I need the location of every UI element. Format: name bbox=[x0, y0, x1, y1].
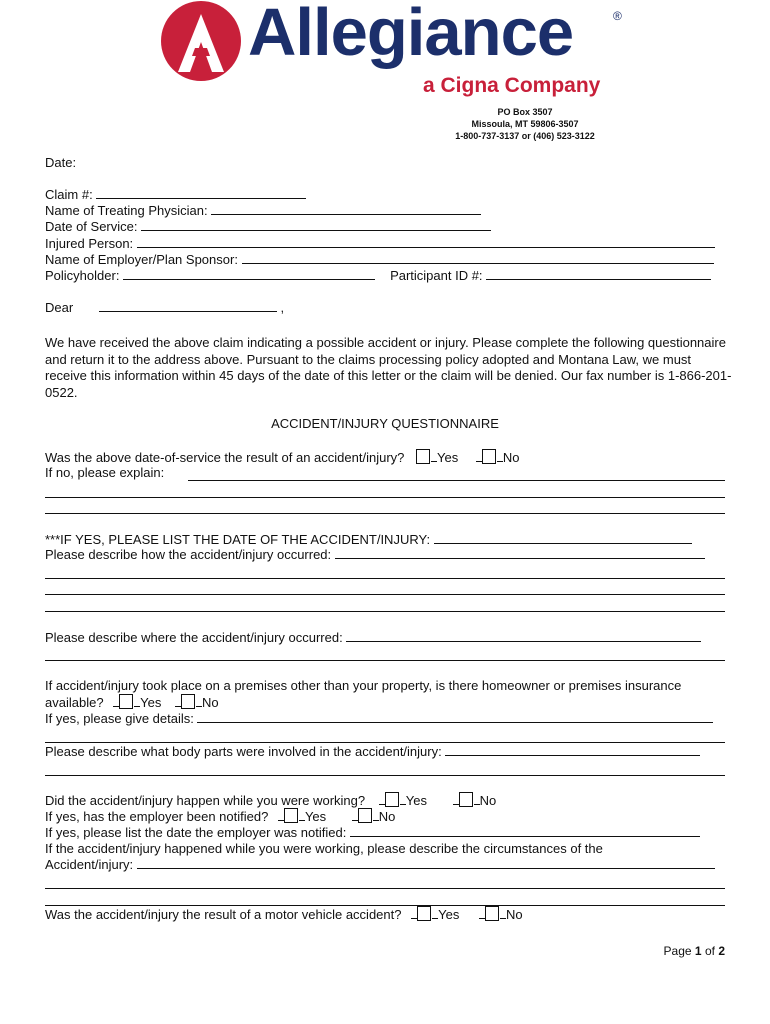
address-line-2: Missoula, MT 59806-3507 bbox=[471, 119, 579, 129]
q1-explain-label: If no, please explain: bbox=[45, 465, 165, 480]
registered-mark: ® bbox=[613, 9, 622, 23]
injured-field[interactable] bbox=[137, 236, 715, 248]
dear-field[interactable] bbox=[99, 300, 277, 312]
logo-tagline: a Cigna Company bbox=[423, 74, 601, 97]
q8-label: Was the accident/injury the result of a motor vehicle accident? bbox=[45, 907, 402, 922]
address-line-3: 1-800-737-3137 or (406) 523-3122 bbox=[455, 131, 595, 141]
q7-circ-line-2[interactable] bbox=[45, 888, 725, 889]
q5-details-field[interactable] bbox=[197, 711, 713, 723]
q4-field[interactable] bbox=[346, 630, 701, 642]
q7-notified-no-checkbox[interactable] bbox=[358, 808, 372, 823]
q3-line-4[interactable] bbox=[45, 611, 725, 612]
allegiance-a-icon bbox=[158, 0, 244, 82]
policyholder-field[interactable] bbox=[123, 268, 375, 280]
allegiance-logo bbox=[158, 0, 630, 100]
q7-yes-label: Yes bbox=[405, 793, 427, 808]
q8-yes-label: Yes bbox=[438, 907, 460, 922]
dear-label: Dear bbox=[45, 300, 74, 315]
physician-field[interactable] bbox=[211, 203, 481, 215]
q1-yes-checkbox[interactable] bbox=[416, 449, 430, 464]
q1-explain-field[interactable] bbox=[188, 480, 725, 481]
q1-explain-line-2[interactable] bbox=[45, 497, 725, 498]
q2-date-field[interactable] bbox=[434, 532, 692, 544]
participant-field[interactable] bbox=[486, 268, 711, 280]
dear-comma: , bbox=[280, 300, 285, 315]
page-current: 1 bbox=[694, 944, 702, 958]
date-label: Date: bbox=[45, 155, 77, 170]
q3-line-2[interactable] bbox=[45, 578, 725, 579]
page-prefix: Page bbox=[663, 944, 692, 958]
q1-yes-label: Yes bbox=[437, 450, 459, 465]
q7-no-label: No bbox=[479, 793, 497, 808]
q4-line-2[interactable] bbox=[45, 660, 725, 661]
claim-label: Claim #: bbox=[45, 187, 93, 202]
q7-notified-yes-label: Yes bbox=[304, 809, 327, 824]
q3-field[interactable] bbox=[335, 547, 705, 559]
q5-details-line-2[interactable] bbox=[45, 742, 725, 743]
q5-no-checkbox[interactable] bbox=[181, 694, 195, 709]
dos-field[interactable] bbox=[141, 219, 491, 231]
questionnaire-title: ACCIDENT/INJURY QUESTIONNAIRE bbox=[271, 416, 499, 431]
q1-label: Was the above date-of-service the result of an accident/injury? bbox=[45, 450, 405, 465]
q8-no-checkbox[interactable] bbox=[485, 906, 499, 921]
q6-field[interactable] bbox=[445, 744, 700, 756]
page-of: of bbox=[704, 944, 715, 958]
participant-label: Participant ID #: bbox=[390, 268, 483, 283]
physician-label: Name of Treating Physician: bbox=[45, 203, 208, 218]
q5-label: If accident/injury took place on a premises other than your property, is there homeowner or premises insurance bbox=[45, 678, 682, 693]
q5-details-label: If yes, please give details: bbox=[45, 711, 194, 726]
q6-label: Please describe what body parts were involved in the accident/injury: bbox=[45, 744, 442, 759]
q4-label: Please describe where the accident/injury occurred: bbox=[45, 630, 343, 645]
q5-yes-label: Yes bbox=[140, 695, 162, 710]
q5-available-label: available? bbox=[45, 695, 104, 710]
q7-circ-label: If the accident/injury happened while you were working, please describe the circumstances of the bbox=[45, 841, 603, 856]
q7-date-field[interactable] bbox=[350, 825, 700, 837]
q7-label: Did the accident/injury happen while you were working? bbox=[45, 793, 366, 808]
q1-no-label: No bbox=[502, 450, 520, 465]
q7-no-checkbox[interactable] bbox=[459, 792, 473, 807]
page-number bbox=[664, 944, 725, 958]
q7-notified-yes-checkbox[interactable] bbox=[284, 808, 298, 823]
q7-circ-field[interactable] bbox=[137, 857, 715, 869]
q5-yes-checkbox[interactable] bbox=[119, 694, 133, 709]
employer-field[interactable] bbox=[242, 252, 714, 264]
policyholder-label: Policyholder: bbox=[45, 268, 120, 283]
address-line-1: PO Box 3507 bbox=[497, 107, 553, 117]
logo-wordmark: Allegiance bbox=[248, 0, 574, 70]
q6-line-2[interactable] bbox=[45, 775, 725, 776]
q3-label: Please describe how the accident/injury occurred: bbox=[45, 547, 332, 562]
intro-paragraph: We have received the above claim indicating a possible accident or injury. Please complete the following questionnaire and return it to the address above. Pursuant to the claims processing policy adopted and Montana Law, we must receive this information within 45 days of the date of this letter or the claim will be denied. Our fax number is 1-866-201-0522. bbox=[45, 335, 732, 400]
q2-label: ***IF YES, PLEASE LIST THE DATE OF THE ACCIDENT/INJURY: bbox=[45, 532, 431, 547]
q7-notified-no-label: No bbox=[378, 809, 396, 824]
page-total: 2 bbox=[718, 944, 725, 958]
q7-notified-label: If yes, has the employer been notified? bbox=[45, 809, 269, 824]
q8-yes-checkbox[interactable] bbox=[417, 906, 431, 921]
q7-yes-checkbox[interactable] bbox=[385, 792, 399, 807]
dos-label: Date of Service: bbox=[45, 219, 138, 234]
q7-date-label: If yes, please list the date the employer was notified: bbox=[45, 825, 347, 840]
q3-line-3[interactable] bbox=[45, 594, 725, 595]
employer-label: Name of Employer/Plan Sponsor: bbox=[45, 252, 238, 267]
q1-no-checkbox[interactable] bbox=[482, 449, 496, 464]
q7-circ-label-2: Accident/injury: bbox=[45, 857, 134, 872]
injured-label: Injured Person: bbox=[45, 236, 134, 251]
q8-no-label: No bbox=[505, 907, 523, 922]
q5-no-label: No bbox=[202, 695, 219, 710]
claim-field[interactable] bbox=[96, 187, 306, 199]
q1-explain-line-3[interactable] bbox=[45, 513, 725, 514]
